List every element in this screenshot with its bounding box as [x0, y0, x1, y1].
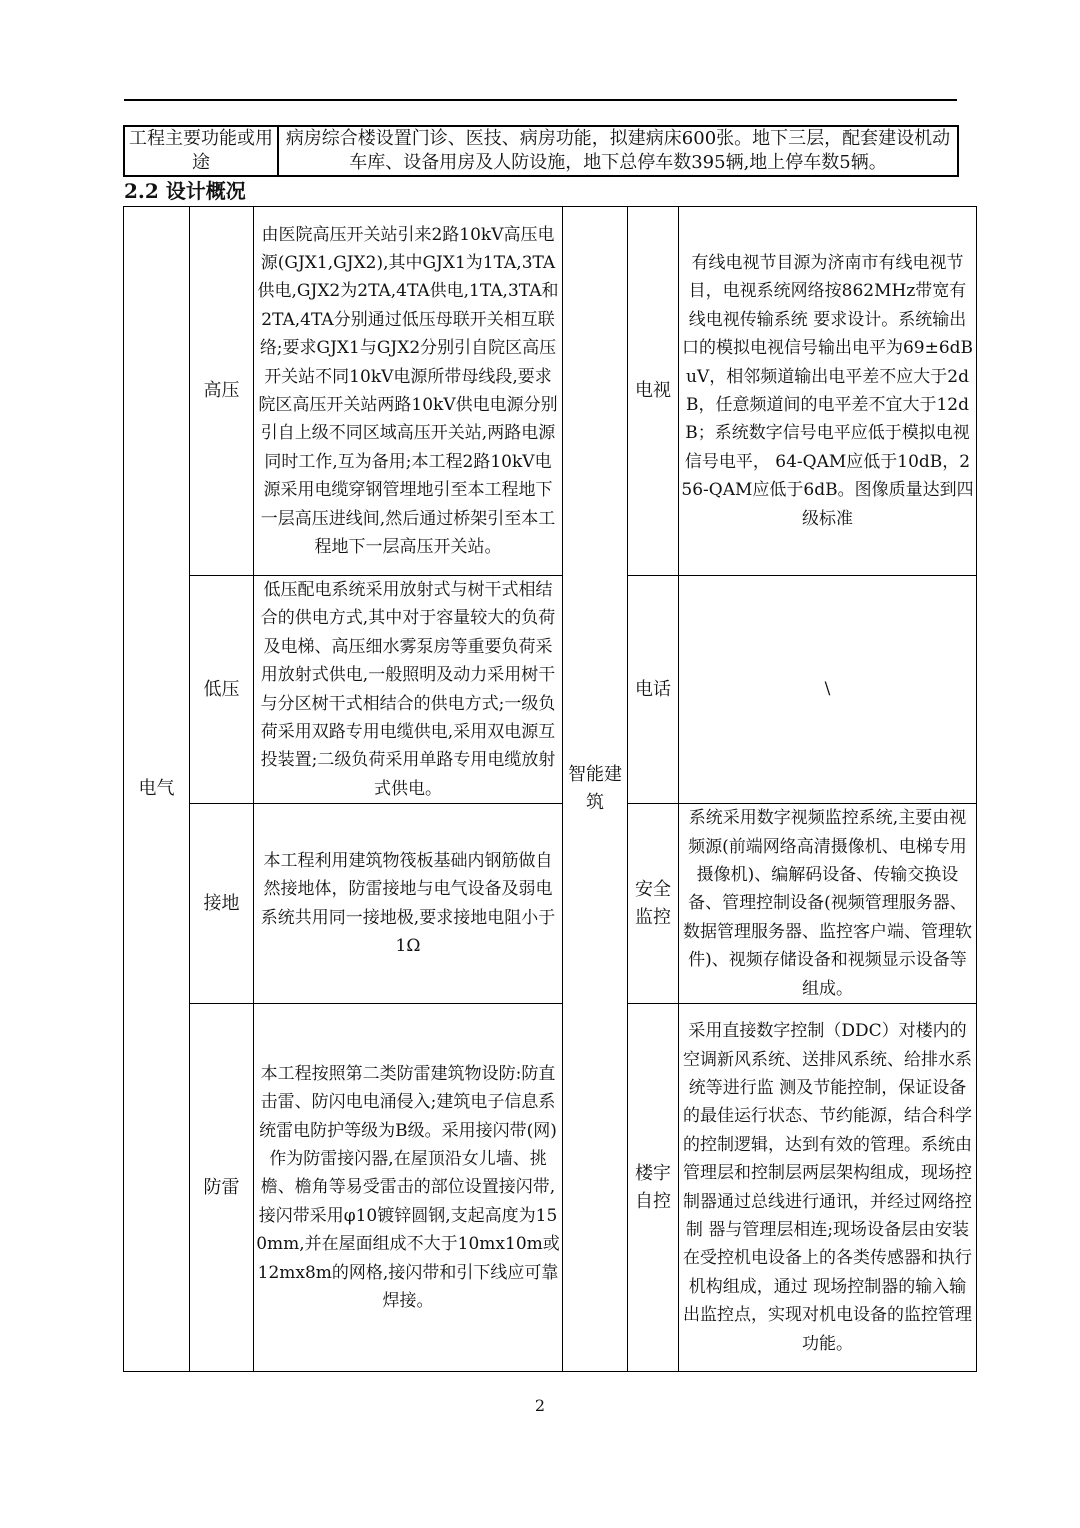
- table-row: [124, 804, 977, 1004]
- electrical-category: 电气: [124, 207, 190, 1372]
- row-label-security-monitoring: 安全监控: [628, 804, 679, 1004]
- table-row: [124, 126, 958, 176]
- telephone-content: \: [679, 576, 977, 804]
- lightning-protection-content: 本工程按照第二类防雷建筑物设防:防直击雷、防闪电电涌侵入;建筑电子信息系统雷电防护等级为B级。采用接闪带(网)作为防雷接闪器,在屋顶沿女儿墙、挑檐、檐角等易受雷击的部位设置接闪带,接闪带采用φ10镀锌圆钢,支起高度为150mm,并在屋面组成不大于10mx10m或12mx8m的网格,接闪带和引下线应可靠焊接。: [254, 1004, 563, 1372]
- grounding-content: 本工程利用建筑物筏板基础内钢筋做自然接地体，防雷接地与电气设备及弱电系统共用同一接地极,要求接地电阻小于1Ω: [254, 804, 563, 1004]
- table-row: [124, 576, 977, 804]
- high-voltage-content: 由医院高压开关站引来2路10kV高压电源(GJX1,GJX2),其中GJX1为1TA,3TA供电,GJX2为2TA,4TA供电,1TA,3TA和2TA,4TA分别通过低压母联开关相互联络;要求GJX1与GJX2分别引自院区高压开关站不同10kV电源所带母线段,要求院区高压开关站两路10kV供电电源分别引自上级不同区域高压开关站,两路电源同时工作,互为备用;本工程2路10kV电源采用电缆穿钢管埋地引至本工程地下一层高压进线间,然后通过桥架引至本工程地下一层高压开关站。: [254, 207, 563, 576]
- project-function-table: [123, 125, 959, 177]
- intelligent-category: 智能建筑: [563, 207, 628, 1372]
- header-rule: [124, 99, 957, 101]
- section-heading: 2.2 设计概况: [124, 179, 246, 203]
- design-overview-table: [123, 206, 977, 1372]
- security-monitoring-content: 系统采用数字视频监控系统,主要由视频源(前端网络高清摄像机、电梯专用摄像机)、编解码设备、传输交换设备、管理控制设备(视频管理服务器、数据管理服务器、监控客户端、管理软件)、视频存储设备和视频显示设备等组成。: [679, 804, 977, 1004]
- function-label: 工程主要功能或用途: [124, 126, 278, 176]
- page-number: 2: [534, 1396, 546, 1415]
- row-label-low-voltage: 低压: [190, 576, 254, 804]
- tv-content: 有线电视节目源为济南市有线电视节目，电视系统网络按862MHz带宽有线电视传输系统 要求设计。系统输出口的模拟电视信号输出电平为69±6dBuV，相邻频道输出电平差不应大于2dB，任意频道间的电平差不宜大于12dB；系统数字信号电平应低于模拟电视信号电平， 64-QAM应低于10dB，256-QAM应低于6dB。图像质量达到四级标准: [679, 207, 977, 576]
- row-label-building-automation: 楼宇自控: [628, 1004, 679, 1372]
- table-row: [124, 207, 977, 576]
- low-voltage-content: 低压配电系统采用放射式与树干式相结合的供电方式,其中对于容量较大的负荷及电梯、高压细水雾泵房等重要负荷采用放射式供电,一般照明及动力采用树干与分区树干式相结合的供电方式;一级负荷采用双路专用电缆供电,采用双电源互投装置;二级负荷采用单路专用电缆放射式供电。: [254, 576, 563, 804]
- row-label-telephone: 电话: [628, 576, 679, 804]
- row-label-lightning-protection: 防雷: [190, 1004, 254, 1372]
- building-automation-content: 采用直接数字控制（DDC）对楼内的空调新风系统、送排风系统、给排水系统等进行监 测及节能控制，保证设备的最佳运行状态、节约能源，结合科学的控制逻辑，达到有效的管理。系统由管理层和控制层两层架构组成，现场控制器通过总线进行通讯，并经过网络控制 器与管理层相连;现场设备层由安装在受控机电设备上的各类传感器和执行机构组成，通过 现场控制器的输入输出监控点，实现对机电设备的监控管理功能。: [679, 1004, 977, 1372]
- table-row: [124, 1004, 977, 1372]
- row-label-tv: 电视: [628, 207, 679, 576]
- row-label-high-voltage: 高压: [190, 207, 254, 576]
- row-label-grounding: 接地: [190, 804, 254, 1004]
- function-value: 病房综合楼设置门诊、医技、病房功能，拟建病床600张。地下三层，配套建设机动车库、设备用房及人防设施，地下总停车数395辆,地上停车数5辆。: [278, 126, 958, 176]
